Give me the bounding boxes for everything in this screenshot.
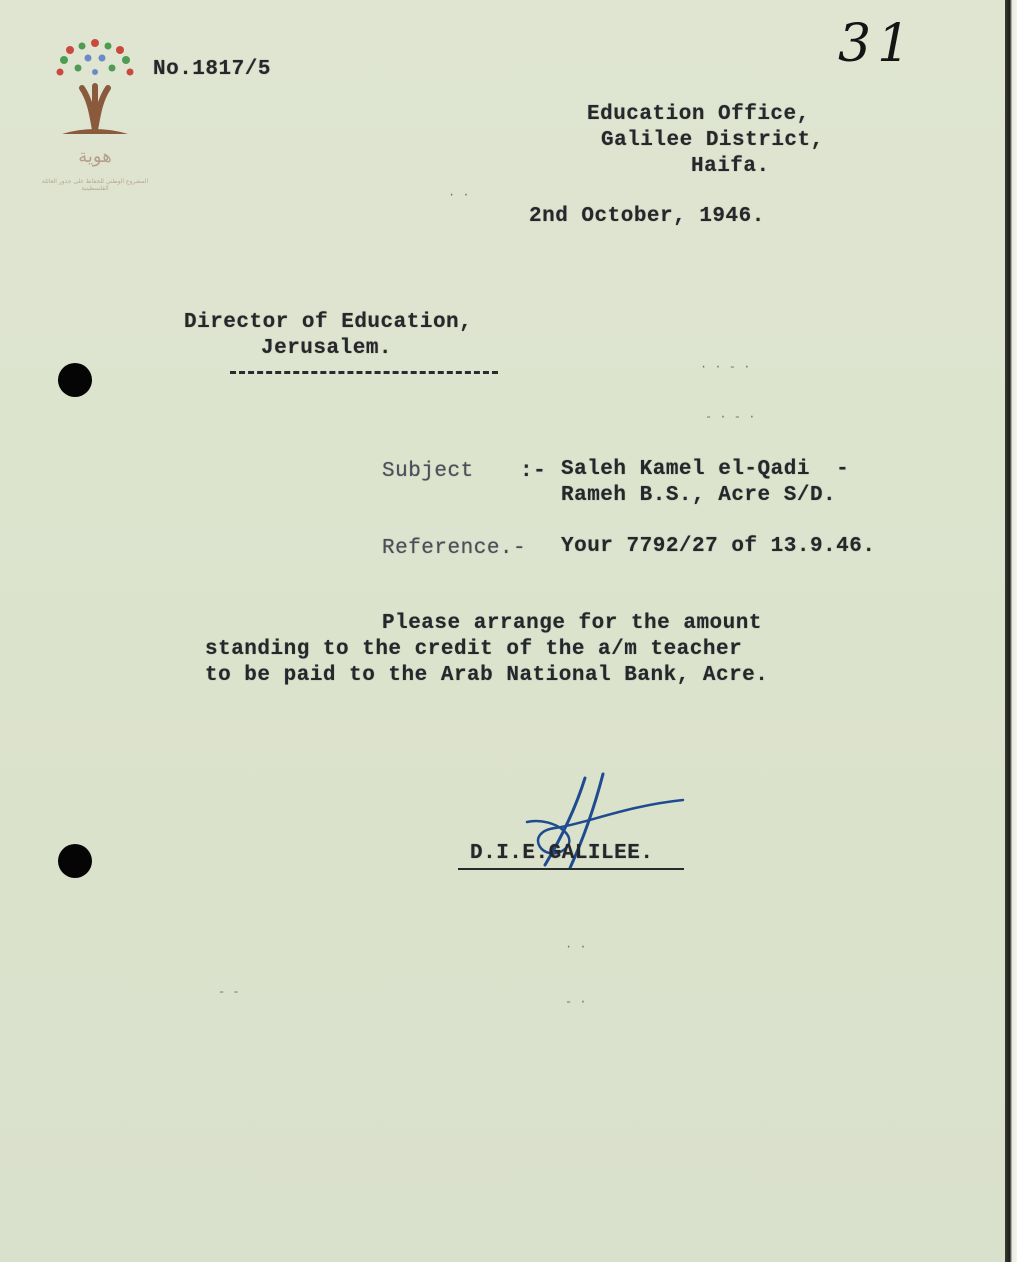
paper-mark: ‐ · [565,995,587,1009]
punch-hole-top [58,363,92,397]
handwritten-page-number: 31 [838,14,917,74]
paper-mark: ‐ ‐ [218,985,240,999]
punch-hole-bottom [58,844,92,878]
logo-arabic-word: هوية [78,146,112,167]
subject-label: Subject [382,460,474,483]
paper-mark: · · ‐ · [700,360,751,374]
signature-underline [458,868,684,870]
recipient-line-2: Jerusalem. [261,337,393,360]
reference-label: Reference.- [382,537,527,560]
recipient-underline [230,371,498,374]
paper-mark: · · [448,188,470,202]
sender-line-1: Education Office, [587,103,810,126]
body-line-3: to be paid to the Arab National Bank, Acre. [205,664,769,687]
watermark-logo [40,38,150,208]
signature-block: D.I.E.GALILEE. [470,842,654,865]
sender-line-2: Galilee District, [601,129,824,152]
subject-separator: :- [520,460,547,483]
letter-date: 2nd October, 1946. [529,205,765,228]
tree-logo-icon [40,38,150,148]
reference-value: Your 7792/27 of 13.9.46. [561,535,876,558]
subject-line-1: Saleh Kamel el-Qadi - [561,458,850,481]
paper-mark: · · [565,940,587,954]
sender-line-3: Haifa. [691,155,770,178]
body-line-1: Please arrange for the amount [382,612,762,635]
subject-line-2: Rameh B.S., Acre S/D. [561,484,837,507]
logo-caption: المشروع الوطني للحفاظ على جذور العائلة الفلسطينية [41,178,149,192]
reference-number: No.1817/5 [153,58,271,81]
paper-mark: ‐ · ‐ · [705,410,756,424]
recipient-line-1: Director of Education, [184,311,473,334]
page-edge-shadow [1005,0,1017,1262]
body-line-2: standing to the credit of the a/m teacher [205,638,743,661]
